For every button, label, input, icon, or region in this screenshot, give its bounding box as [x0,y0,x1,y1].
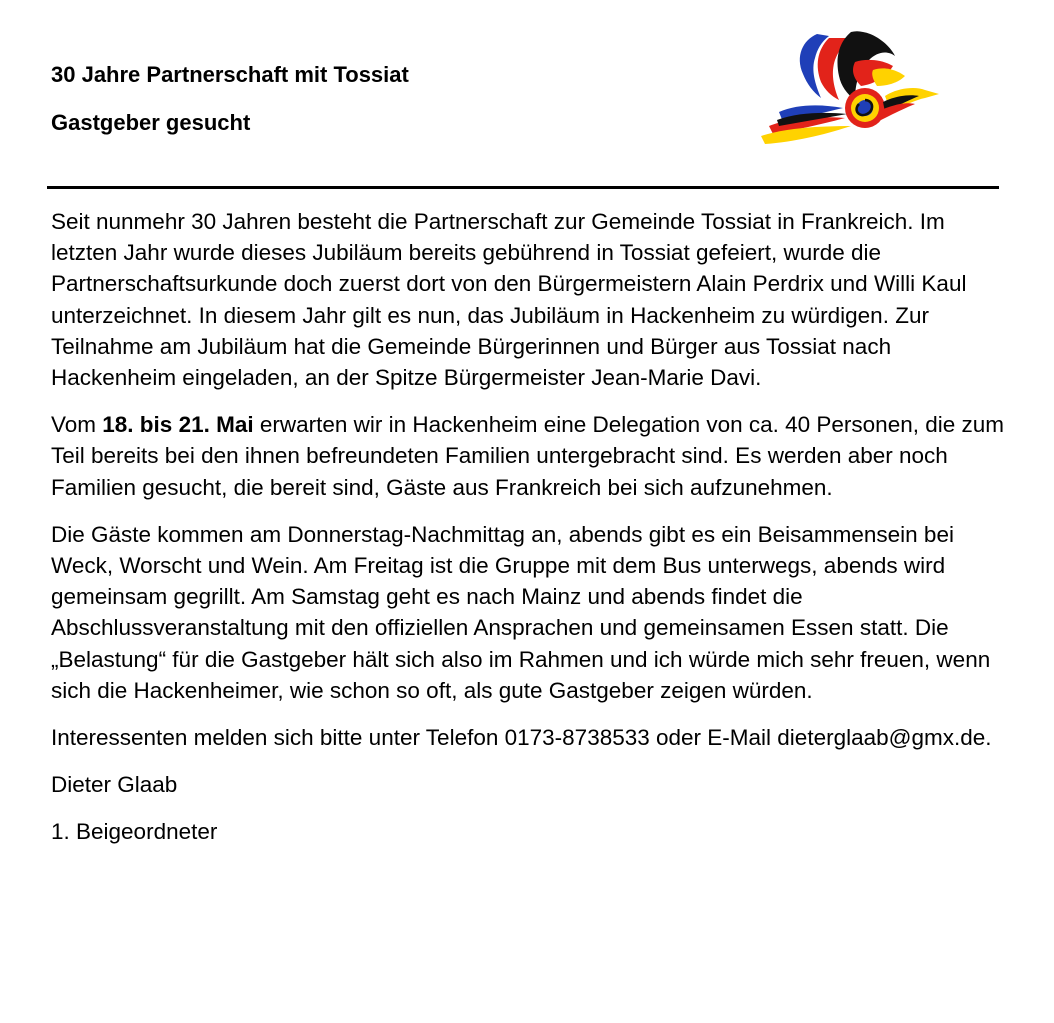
page-subtitle: Gastgeber gesucht [51,110,251,135]
paragraph-program: Die Gäste kommen am Donnerstag-Nachmittag an, abends gibt es ein Beisammensein bei Weck, Worscht und Wein. Am Freitag ist die Gruppe mit dem Bus unterwegs, abends wird gemeinsam gegrillt. Am Samstag geht es nach Mainz und abends findet die Abschlussveranstaltung mit den offiziellen Ansprachen und gemeinsamen Essen statt. Die „Belastung“ für die Gastgeber hält sich also im Rahmen und ich würde mich sehr freuen, wenn sich die Hackenheimer, wie schon so oft, als gute Gastgeber zeigen würden. [51,521,991,703]
paragraph-dates [51,409,1006,503]
dates-text-after: erwarten wir in Hackenheim eine Delegation von ca. 40 Personen, die zum Teil bereits bei den ihnen befreundeten Familien untergebracht sind. Es werden aber noch Familien gesucht, die bereit sind, Gäste aus Frankreich bei sich aufzunehmen. [51,412,1005,500]
dates-text-before: Vom [51,412,103,438]
paragraph-contact: Interessenten melden sich bitte unter Telefon 0173-8738533 oder E-Mail dieterglaab@gmx.de. [51,725,992,751]
dates-highlight: 18. bis 21. Mai [102,412,254,438]
signature-name: Dieter Glaab [51,772,178,798]
logo-yellow-band [872,68,905,86]
signature-role: 1. Beigeordneter [51,819,218,845]
page-title: 30 Jahre Partnerschaft mit Tossiat [51,62,409,87]
header-divider [47,186,999,189]
letter-body [51,206,1006,864]
partnership-bird-logo-icon [755,26,945,148]
paragraph-intro: Seit nunmehr 30 Jahren besteht die Partnerschaft zur Gemeinde Tossiat in Frankreich. Im letzten Jahr wurde dieses Jubiläum bereits gebührend in Tossiat gefeiert, wurde die Partnerschaftsurkunde doch zuerst dort von den Bürgermeistern Alain Perdrix und Willi Kaul unterzeichnet. In diesem Jahr gilt es nun, das Jubiläum in Hackenheim zu würdigen. Zur Teilnahme am Jubiläum hat die Gemeinde Bürgerinnen und Bürger aus Tossiat nach Hackenheim eingeladen, an der Spitze Bürgermeister Jean-Marie Davi. [51,209,967,391]
